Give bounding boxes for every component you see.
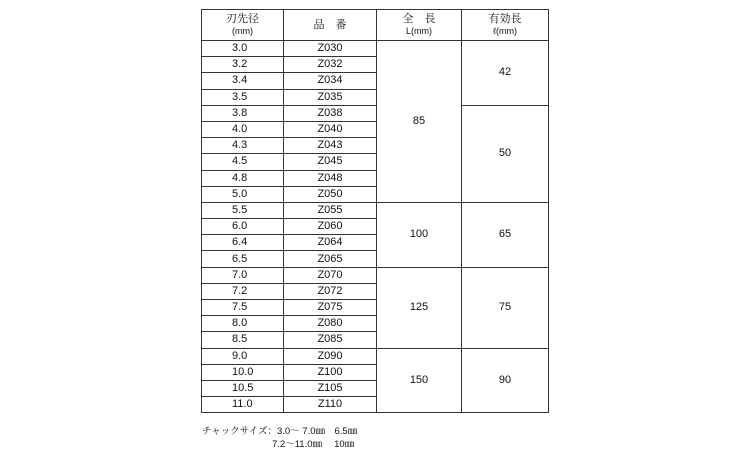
diameter-cell: 4.0 [202, 121, 284, 137]
part-no-cell: Z072 [284, 283, 377, 299]
diameter-cell: 9.0 [202, 348, 284, 364]
diameter-cell: 7.5 [202, 300, 284, 316]
diameter-cell: 6.4 [202, 235, 284, 251]
chuck-size-note-2: 7.2～11.0㎜ 10㎜ [272, 439, 355, 450]
effective-length-cell: 42 [462, 41, 549, 106]
diameter-cell: 3.8 [202, 105, 284, 121]
part-no-cell: Z030 [284, 41, 377, 57]
part-no-cell: Z045 [284, 154, 377, 170]
spec-table [201, 9, 549, 413]
part-no-cell: Z034 [284, 73, 377, 89]
diameter-cell: 7.0 [202, 267, 284, 283]
spec-table-body [202, 41, 549, 413]
part-no-cell: Z035 [284, 89, 377, 105]
part-no-cell: Z070 [284, 267, 377, 283]
diameter-cell: 8.0 [202, 316, 284, 332]
part-no-cell: Z055 [284, 202, 377, 218]
part-no-cell: Z050 [284, 186, 377, 202]
part-no-cell: Z038 [284, 105, 377, 121]
part-no-cell: Z110 [284, 397, 377, 413]
table-row [202, 105, 549, 121]
diameter-cell: 5.0 [202, 186, 284, 202]
part-no-cell: Z043 [284, 138, 377, 154]
part-no-cell: Z090 [284, 348, 377, 364]
part-no-cell: Z085 [284, 332, 377, 348]
diameter-cell: 10.0 [202, 364, 284, 380]
total-length-cell: 100 [377, 202, 462, 267]
diameter-cell: 11.0 [202, 397, 284, 413]
chuck-size-note-1: チャックサイズ：3.0～ 7.0㎜ 6.5㎜ [202, 426, 358, 437]
part-no-cell: Z032 [284, 57, 377, 73]
diameter-cell: 3.2 [202, 57, 284, 73]
total-length-cell: 85 [377, 41, 462, 203]
header-total-length-unit: L(mm) [406, 26, 432, 36]
part-no-cell: Z075 [284, 300, 377, 316]
table-row [202, 41, 549, 57]
part-no-cell: Z060 [284, 219, 377, 235]
diameter-cell: 3.0 [202, 41, 284, 57]
header-total-length-label: 全 長 [402, 13, 436, 25]
diameter-cell: 7.2 [202, 283, 284, 299]
part-no-cell: Z105 [284, 380, 377, 396]
table-row [202, 267, 549, 283]
effective-length-cell: 65 [462, 202, 549, 267]
part-no-cell: Z100 [284, 364, 377, 380]
header-row [202, 10, 549, 41]
total-length-cell: 125 [377, 267, 462, 348]
diameter-cell: 3.5 [202, 89, 284, 105]
header-effective-length-label: 有効長 [488, 13, 522, 25]
effective-length-cell: 90 [462, 348, 549, 413]
effective-length-cell: 50 [462, 105, 549, 202]
diameter-cell: 8.5 [202, 332, 284, 348]
diameter-cell: 4.3 [202, 138, 284, 154]
header-effective-length [462, 10, 549, 41]
part-no-cell: Z080 [284, 316, 377, 332]
diameter-cell: 6.0 [202, 219, 284, 235]
header-part-no [284, 10, 377, 41]
header-diameter [202, 10, 284, 41]
table-row [202, 348, 549, 364]
header-effective-length-unit: ℓ(mm) [493, 26, 517, 36]
diameter-cell: 3.4 [202, 73, 284, 89]
diameter-cell: 5.5 [202, 202, 284, 218]
header-total-length [377, 10, 462, 41]
diameter-cell: 4.5 [202, 154, 284, 170]
header-diameter-unit: (mm) [232, 26, 253, 36]
effective-length-cell: 75 [462, 267, 549, 348]
part-no-cell: Z065 [284, 251, 377, 267]
total-length-cell: 150 [377, 348, 462, 413]
part-no-cell: Z064 [284, 235, 377, 251]
diameter-cell: 6.5 [202, 251, 284, 267]
header-diameter-label: 刃先径 [226, 13, 259, 25]
table-row [202, 202, 549, 218]
diameter-cell: 10.5 [202, 380, 284, 396]
header-part-no-label: 品 番 [313, 18, 347, 31]
part-no-cell: Z040 [284, 121, 377, 137]
part-no-cell: Z048 [284, 170, 377, 186]
diameter-cell: 4.8 [202, 170, 284, 186]
